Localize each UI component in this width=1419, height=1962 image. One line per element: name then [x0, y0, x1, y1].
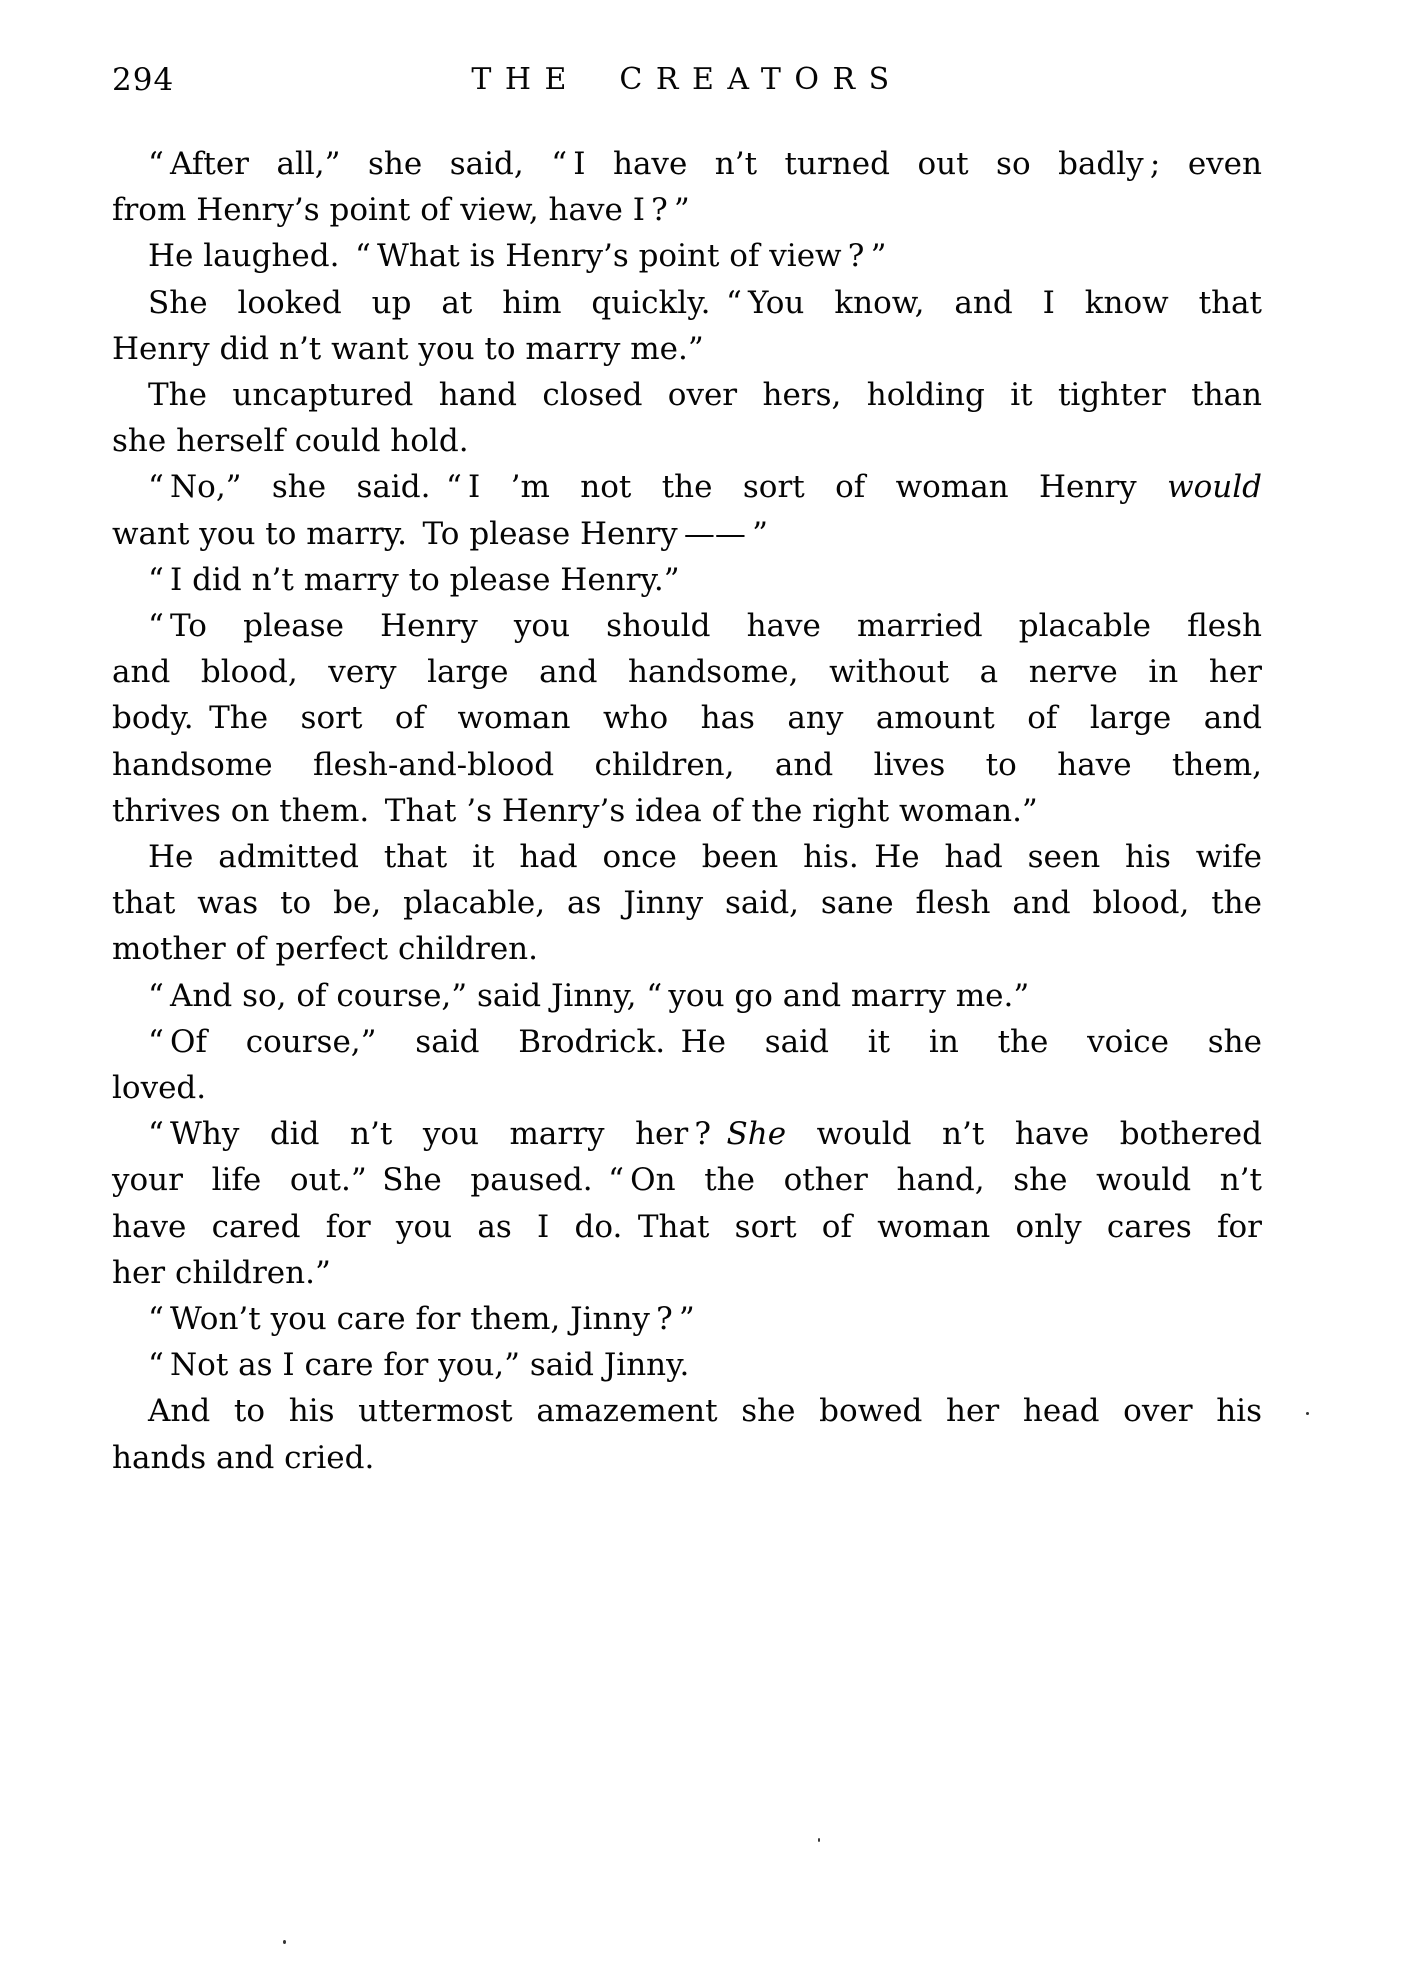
text-segment: “ Won’t you care for them, Jinny ? ” — [148, 1301, 695, 1338]
text-line — [112, 1296, 1262, 1342]
text-line — [112, 1388, 1262, 1434]
text-line — [112, 187, 1262, 233]
paragraph — [112, 1342, 1262, 1388]
text-segment: hands and cried. — [112, 1439, 375, 1476]
text-line — [112, 695, 1262, 741]
paragraph — [112, 280, 1262, 372]
text-line — [112, 1204, 1262, 1250]
text-segment: handsome flesh-and-blood children, and lives to have them, — [112, 746, 1262, 783]
paragraph — [112, 372, 1262, 464]
text-segment: He admitted that it had once been his. He had seen his wife — [148, 839, 1262, 876]
text-line — [112, 1157, 1262, 1203]
text-line — [112, 603, 1262, 649]
scan-speck — [818, 1838, 820, 1842]
text-segment: Henry did n’t want you to marry me.” — [112, 330, 704, 367]
text-line — [112, 280, 1262, 326]
running-title: THE CREATORS — [471, 62, 903, 97]
paragraph — [112, 557, 1262, 603]
text-segment: loved. — [112, 1070, 207, 1107]
text-line — [112, 326, 1262, 372]
text-segment: she herself could hold. — [112, 423, 469, 460]
paragraph — [112, 1111, 1262, 1296]
page-number: 294 — [112, 62, 175, 98]
text-line — [112, 418, 1262, 464]
text-line — [112, 557, 1262, 603]
text-line — [112, 1342, 1262, 1388]
text-line — [112, 464, 1262, 510]
text-segment: thrives on them. That ’s Henry’s idea of the right woman.” — [112, 792, 1038, 829]
italic-text: She — [726, 1116, 787, 1153]
text-segment: want you to marry. To please Henry —— ” — [112, 515, 768, 552]
text-line — [112, 1065, 1262, 1111]
text-segment: body. The sort of woman who has any amount of large and — [112, 700, 1262, 737]
text-line — [112, 973, 1262, 1019]
text-segment: “ After all,” she said, “ I have n’t turned out so badly ; even — [148, 146, 1262, 182]
page-header — [112, 62, 1262, 102]
paragraph — [112, 834, 1262, 973]
text-segment: “ To please Henry you should have married placable flesh — [148, 608, 1262, 645]
text-segment: have cared for you as I do. That sort of woman only cares for — [112, 1208, 1262, 1245]
text-segment: that was to be, placable, as Jinny said, sane flesh and blood, the — [112, 885, 1262, 922]
paragraph — [112, 141, 1262, 233]
text-segment: “ Not as I care for you,” said Jinny. — [148, 1347, 690, 1384]
italic-text: would — [1167, 469, 1262, 506]
text-line — [112, 141, 1262, 187]
text-segment: and blood, very large and handsome, without a nerve in her — [112, 654, 1262, 691]
text-line — [112, 742, 1262, 788]
text-line — [112, 1019, 1262, 1065]
text-line — [112, 834, 1262, 880]
paragraph — [112, 973, 1262, 1019]
text-segment: She looked up at him quickly. “ You know, and I know that — [148, 284, 1262, 321]
text-segment: mother of perfect children. — [112, 931, 538, 968]
text-line — [112, 880, 1262, 926]
text-line — [112, 1250, 1262, 1296]
text-segment: “ Of course,” said Brodrick. He said it in the voice she — [148, 1023, 1262, 1060]
paragraph — [112, 1296, 1262, 1342]
paragraph — [112, 1388, 1262, 1480]
text-line — [112, 233, 1262, 279]
text-line — [112, 1111, 1262, 1157]
text-line — [112, 926, 1262, 972]
text-line — [112, 788, 1262, 834]
text-line — [112, 649, 1262, 695]
text-line — [112, 1435, 1262, 1481]
text-segment: “ No,” she said. “ I ’m not the sort of woman Henry — [148, 469, 1168, 506]
text-segment: would n’t have bothered — [786, 1116, 1262, 1153]
text-line — [112, 372, 1262, 418]
text-segment: “ I did n’t marry to please Henry.” — [148, 561, 680, 598]
text-line — [112, 511, 1262, 557]
text-segment: He laughed. “ What is Henry’s point of view ? ” — [148, 238, 887, 275]
text-segment: And to his uttermost amazement she bowed her head over his — [148, 1393, 1262, 1430]
scan-speck — [283, 1940, 286, 1944]
text-segment: your life out.” She paused. “ On the other hand, she would n’t — [112, 1162, 1262, 1199]
text-segment: The uncaptured hand closed over hers, holding it tighter than — [148, 377, 1262, 414]
paragraph — [112, 233, 1262, 279]
paragraph — [112, 464, 1262, 556]
text-segment: “ And so, of course,” said Jinny, “ you go and marry me.” — [148, 977, 1030, 1014]
text-block — [112, 141, 1262, 1481]
paragraph — [112, 603, 1262, 834]
text-segment: “ Why did n’t you marry her ? — [148, 1116, 727, 1153]
text-segment: from Henry’s point of view, have I ? ” — [112, 192, 690, 229]
text-segment: her children.” — [112, 1254, 331, 1291]
scan-speck — [1306, 1412, 1309, 1415]
paragraph — [112, 1019, 1262, 1111]
